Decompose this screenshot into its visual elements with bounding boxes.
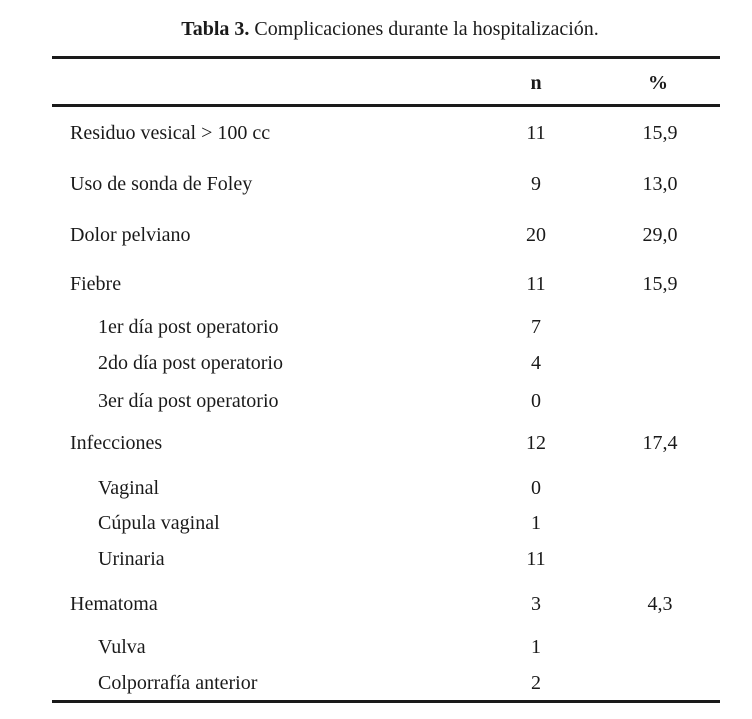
header-percent: % [648, 72, 668, 94]
table-caption [0, 18, 752, 41]
row-pct-infecciones: 17,4 [642, 432, 678, 454]
row-label-fiebre-dia-3: 3er día post operatorio [98, 390, 279, 412]
top-rule [52, 56, 720, 59]
row-n-fiebre-dia-2: 4 [531, 352, 541, 374]
row-label-hematoma: Hematoma [70, 593, 158, 615]
row-n-urinaria: 11 [526, 548, 546, 570]
row-n-fiebre-dia-3: 0 [531, 390, 541, 412]
row-pct-dolor-pelviano: 29,0 [642, 224, 678, 246]
row-label-fiebre-dia-2: 2do día post operatorio [98, 352, 283, 374]
bottom-rule [52, 700, 720, 703]
row-n-fiebre: 11 [526, 273, 546, 295]
row-n-fiebre-dia-1: 7 [531, 316, 541, 338]
row-label-dolor-pelviano: Dolor pelviano [70, 224, 191, 246]
row-n-cupula-vaginal: 1 [531, 512, 541, 534]
caption-text: Complicaciones durante la hospitalización. [254, 18, 599, 40]
row-n-colporrafia: 2 [531, 672, 541, 694]
row-pct-sonda-foley: 13,0 [642, 173, 678, 195]
row-pct-residuo-vesical: 15,9 [642, 122, 678, 144]
row-n-hematoma: 3 [531, 593, 541, 615]
row-label-sonda-foley: Uso de sonda de Foley [70, 173, 253, 195]
row-n-vaginal: 0 [531, 477, 541, 499]
row-n-infecciones: 12 [526, 432, 546, 454]
row-label-vulva: Vulva [98, 636, 146, 658]
row-n-dolor-pelviano: 20 [526, 224, 546, 246]
row-pct-fiebre: 15,9 [642, 273, 678, 295]
row-label-cupula-vaginal: Cúpula vaginal [98, 512, 220, 534]
header-rule [52, 104, 720, 107]
row-n-vulva: 1 [531, 636, 541, 658]
row-label-vaginal: Vaginal [98, 477, 160, 499]
caption-label: Tabla 3. [181, 18, 250, 40]
row-label-infecciones: Infecciones [70, 432, 163, 454]
row-label-fiebre: Fiebre [70, 273, 122, 295]
header-n: n [530, 72, 542, 94]
row-label-fiebre-dia-1: 1er día post operatorio [98, 316, 279, 338]
row-pct-hematoma: 4,3 [647, 593, 673, 615]
row-label-urinaria: Urinaria [98, 548, 165, 570]
row-label-colporrafia: Colporrafía anterior [98, 672, 258, 694]
row-n-residuo-vesical: 11 [526, 122, 546, 144]
row-label-residuo-vesical: Residuo vesical > 100 cc [70, 122, 271, 144]
row-n-sonda-foley: 9 [531, 173, 541, 195]
